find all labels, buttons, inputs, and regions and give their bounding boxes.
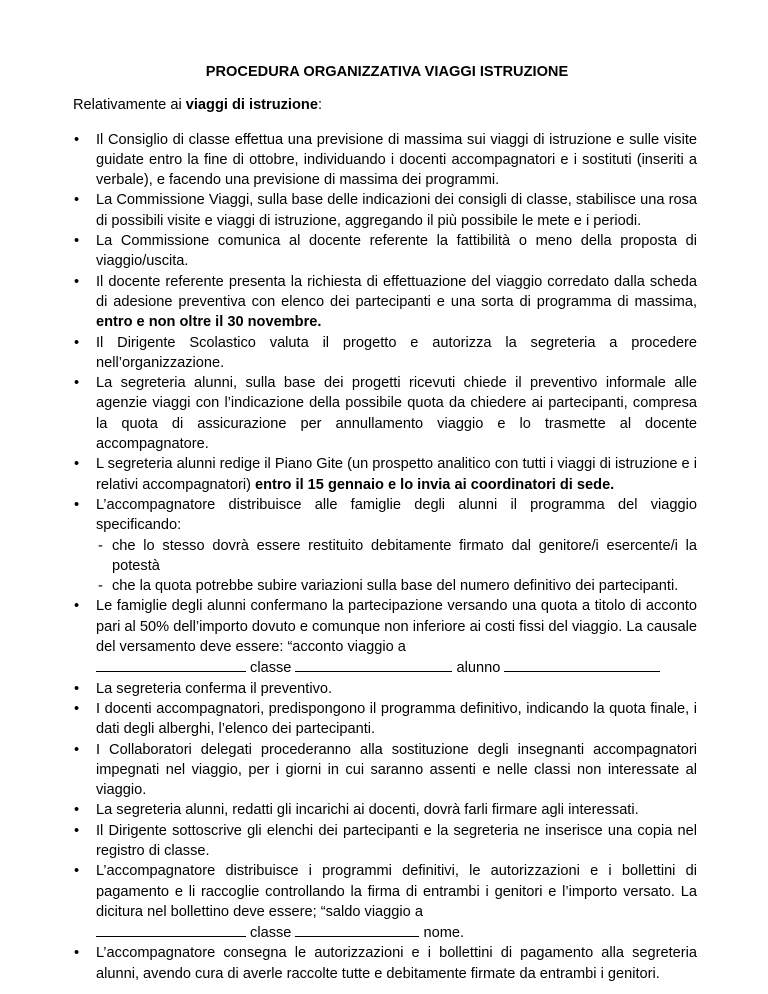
- item-text: La Commissione Viaggi, sulla base delle indicazioni dei consigli di classe, stabilisce una rosa di possibili visite e viaggi di istruzione, aggregando il più possibile le mete e i periodi.: [96, 192, 697, 229]
- item-text: La segreteria alunni, sulla base dei progetti ricevuti chiede il preventivo informale alle agenzie viaggi con l’indicazione della possibile quota da chiedere ai partecipanti, compresa la quota di assicurazione per annullamento viaggio e lo trasmette al docente accompagnatore.: [96, 375, 697, 453]
- list-item: [73, 373, 697, 454]
- blank-label: classe: [246, 925, 296, 942]
- item-text: La segreteria alunni, redatti gli incarichi ai docenti, dovrà farli firmare agli interessati.: [96, 802, 639, 819]
- item-text: L’accompagnatore distribuisce i programmi definitivi, le autorizzazioni e i bollettini di pagamento e li raccoglie controllando la firma di entrambi i genitori e l’importo versato. La dicitura nel bollettino deve essere; “saldo viaggio a: [96, 863, 697, 920]
- blank-line: [96, 657, 246, 672]
- list-item: [73, 333, 697, 374]
- document-title: PROCEDURA ORGANIZZATIVA VIAGGI ISTRUZIONE: [205, 64, 569, 80]
- intro-bold: viaggi di istruzione: [185, 97, 318, 114]
- sub-list-item: [96, 536, 697, 577]
- sub-item-text: che la quota potrebbe subire variazioni sulla base del numero definitivo dei partecipanti.: [112, 578, 679, 595]
- blank-label: nome.: [419, 925, 465, 942]
- list-item: [73, 861, 697, 943]
- blank-line: [96, 922, 246, 937]
- list-item: [73, 190, 697, 231]
- list-item: [73, 800, 697, 820]
- blank-line: [295, 922, 419, 937]
- blank-line: [504, 657, 660, 672]
- intro-prefix: Relativamente ai: [73, 97, 186, 114]
- item-text: I docenti accompagnatori, predispongono il programma definitivo, indicando la quota finale, i dati degli alberghi, l’elenco dei partecipanti.: [96, 700, 697, 738]
- list-item: [73, 821, 697, 862]
- item-text: Le famiglie degli alunni confermano la partecipazione versando una quota a titolo di acconto pari al 50% dell’importo dovuto e comunque non inferiore ai costi fissi del viaggio. La causale del versamento deve essere: “acconto viaggio a: [96, 598, 697, 656]
- list-item: [73, 740, 697, 801]
- item-text: I Collaboratori delegati procederanno alla sostituzione degli insegnanti accompagnatori impegnati nel viaggio, per i giorni in cui saranno assenti e nelle classi non interessate al viaggio.: [96, 741, 697, 799]
- list-item: [73, 943, 697, 984]
- item-text: Il Consiglio di classe effettua una previsione di massima sui viaggi di istruzione e sulle visite guidate entro la fine di ottobre, individuando i docenti accompagnatori e i sostituti (inseriti a verbale), e facendo una previsione di massima dei programmi.: [96, 131, 697, 189]
- sub-list-item: [96, 576, 697, 596]
- item-text: L’accompagnatore distribuisce alle famiglie degli alunni il programma del viaggio specificando:: [96, 496, 697, 534]
- sub-list: [96, 536, 697, 597]
- item-text: L’accompagnatore consegna le autorizzazioni e i bollettini di pagamento alla segreteria alunni, avendo cura di averle raccolte tutte e debitamente firmate da entrambi i genitori.: [96, 945, 697, 982]
- document-page: [73, 62, 697, 984]
- list-item: [73, 454, 697, 495]
- item-text: L segreteria alunni redige il Piano Gite (un prospetto analitico con tutti i viaggi di istruzione e i relativi accompagnatori): [96, 456, 697, 493]
- list-item: [73, 596, 697, 678]
- list-item: [73, 679, 697, 699]
- blank-label: classe: [246, 660, 296, 677]
- item-deadline: entro il 15 gennaio e lo invia ai coordinatori di sede.: [254, 476, 615, 493]
- sub-item-text: che lo stesso dovrà essere restituito debitamente firmato dal genitore/i esercente/i la potestà: [112, 537, 697, 574]
- item-text: Il Dirigente sottoscrive gli elenchi dei partecipanti e la segreteria ne inserisce una copia nel registro di classe.: [96, 822, 697, 859]
- blank-line: [295, 657, 452, 672]
- intro-paragraph: [73, 95, 697, 115]
- list-item: [73, 231, 697, 272]
- list-item: [73, 699, 697, 740]
- list-item: [73, 130, 697, 191]
- item-text: La Commissione comunica al docente referente la fattibilità o meno della proposta di viaggio/uscita.: [96, 233, 697, 270]
- list-item: [73, 495, 697, 596]
- blank-label: alunno: [452, 660, 505, 677]
- item-text: Il docente referente presenta la richiesta di effettuazione del viaggio corredato dalla scheda di adesione preventiva con elenco dei partecipanti e una sorta di programma di massima,: [96, 273, 697, 310]
- item-text: La segreteria conferma il preventivo.: [96, 680, 333, 697]
- item-deadline: entro e non oltre il 30 novembre.: [96, 314, 322, 331]
- intro-suffix: :: [317, 97, 322, 114]
- list-item: [73, 272, 697, 333]
- item-text: Il Dirigente Scolastico valuta il progetto e autorizza la segreteria a procedere nell’organizzazione.: [96, 334, 697, 371]
- procedure-list: [73, 130, 697, 984]
